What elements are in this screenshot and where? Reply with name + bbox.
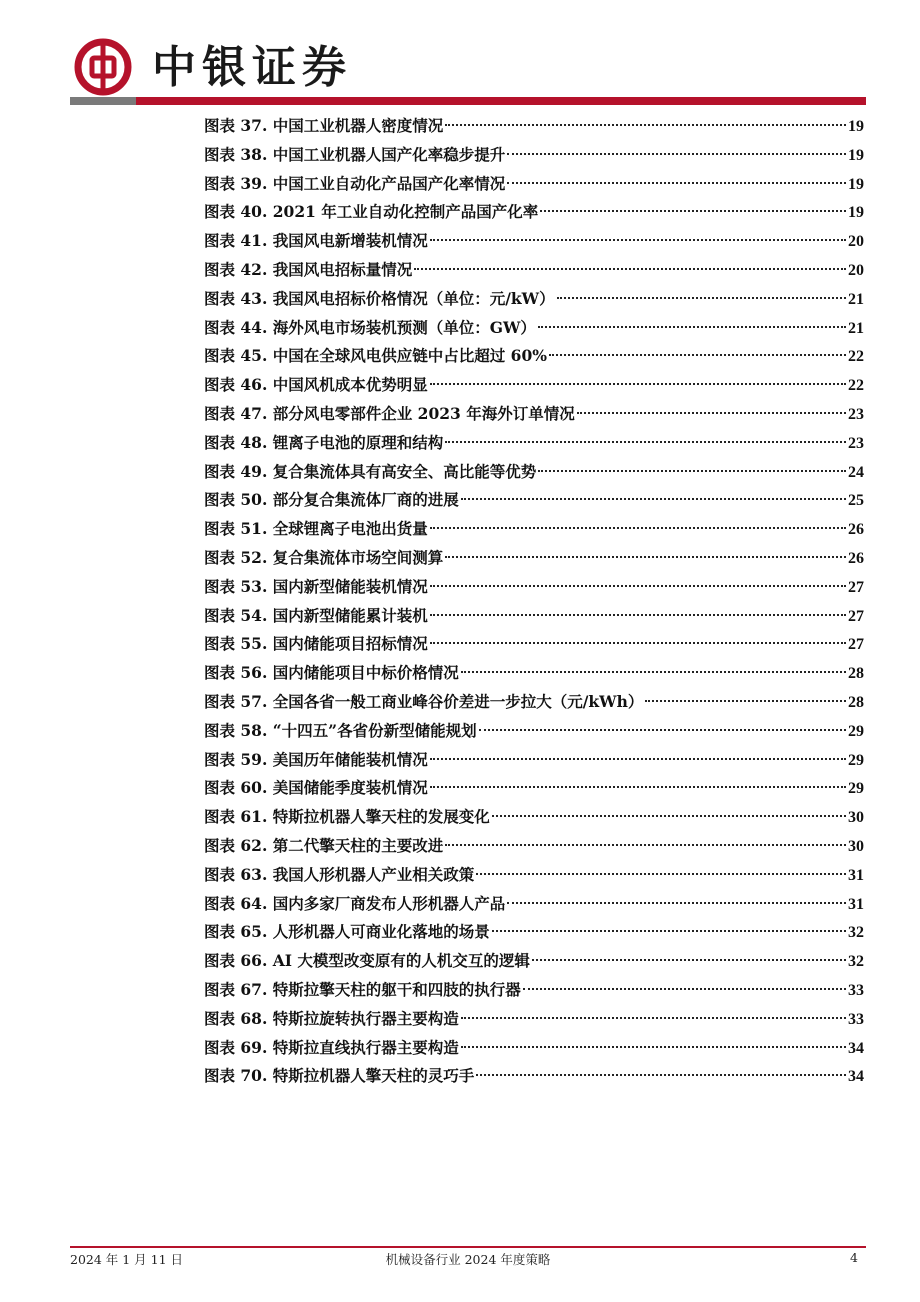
toc-entry-page: 24 [848, 463, 864, 481]
toc-entry-label: 图表 64. 国内多家厂商发布人形机器人产品 [204, 893, 506, 913]
toc-entry-page: 23 [848, 405, 864, 423]
toc-entry-label: 图表 61. 特斯拉机器人擎天柱的发展变化 [204, 807, 490, 827]
toc-entry[interactable] [204, 256, 864, 285]
toc-entry-page: 29 [848, 780, 864, 798]
toc-leader-dots [492, 930, 846, 932]
toc-entry[interactable] [204, 1034, 864, 1063]
toc-entry-page: 19 [848, 175, 864, 193]
toc-entry-page: 29 [848, 751, 864, 769]
toc-leader-dots [445, 556, 846, 558]
toc-leader-dots [523, 988, 846, 990]
toc-entry[interactable] [204, 486, 864, 515]
toc-leader-dots [476, 873, 846, 875]
toc-leader-dots [507, 153, 846, 155]
toc-entry-page: 32 [848, 953, 864, 971]
toc-entry-page: 31 [848, 866, 864, 884]
toc-entry-page: 30 [848, 809, 864, 827]
toc-leader-dots [430, 239, 846, 241]
toc-entry[interactable] [204, 285, 864, 314]
toc-entry-page: 31 [848, 895, 864, 913]
toc-leader-dots [507, 902, 846, 904]
toc-leader-dots [445, 844, 846, 846]
page-header [70, 36, 866, 106]
toc-entry-label: 图表 43. 我国风电招标价格情况（单位：元/kW） [204, 288, 555, 308]
toc-entry-page: 19 [848, 204, 864, 222]
toc-entry-page: 28 [848, 665, 864, 683]
bank-of-china-logo-icon [74, 38, 132, 96]
toc-entry-label: 图表 50. 部分复合集流体厂商的进展 [204, 490, 459, 510]
toc-entry-page: 20 [848, 233, 864, 251]
toc-entry-page: 29 [848, 722, 864, 740]
toc-entry[interactable] [204, 832, 864, 861]
toc-leader-dots [549, 354, 846, 356]
toc-leader-dots [430, 642, 846, 644]
toc-entry-page: 19 [848, 146, 864, 164]
toc-entry[interactable] [204, 429, 864, 458]
toc-entry-label: 图表 42. 我国风电招标量情况 [204, 259, 413, 279]
toc-entry-page: 20 [848, 261, 864, 279]
toc-entry[interactable] [204, 170, 864, 199]
toc-leader-dots [461, 1017, 846, 1019]
toc-entry[interactable] [204, 1062, 864, 1091]
toc-entry[interactable] [204, 976, 864, 1005]
toc-entry[interactable] [204, 602, 864, 631]
toc-entry[interactable] [204, 400, 864, 429]
toc-entry-page: 33 [848, 1010, 864, 1028]
toc-entry[interactable] [204, 544, 864, 573]
toc-entry[interactable] [204, 947, 864, 976]
toc-leader-dots [532, 959, 846, 961]
toc-entry[interactable] [204, 630, 864, 659]
toc-entry[interactable] [204, 458, 864, 487]
footer-page-number: 4 [850, 1250, 858, 1265]
toc-leader-dots [430, 786, 846, 788]
toc-entry-label: 图表 46. 中国风机成本优势明显 [204, 375, 428, 395]
toc-leader-dots [645, 700, 846, 702]
toc-entry-page: 32 [848, 924, 864, 942]
toc-entry-label: 图表 58. “十四五”各省份新型储能规划 [204, 720, 477, 740]
toc-leader-dots [461, 1046, 846, 1048]
table-of-figures [204, 112, 864, 1091]
toc-leader-dots [430, 758, 846, 760]
toc-leader-dots [479, 729, 846, 731]
toc-entry-page: 34 [848, 1039, 864, 1057]
toc-entry-label: 图表 59. 美国历年储能装机情况 [204, 749, 428, 769]
toc-entry-page: 34 [848, 1068, 864, 1086]
toc-entry-label: 图表 40. 2021 年工业自动化控制产品国产化率 [204, 202, 539, 222]
toc-entry-label: 图表 53. 国内新型储能装机情况 [204, 576, 428, 596]
toc-entry-label: 图表 47. 部分风电零部件企业 2023 年海外订单情况 [204, 403, 575, 423]
toc-entry-label: 图表 45. 中国在全球风电供应链中占比超过 60% [204, 346, 547, 366]
toc-entry-label: 图表 55. 国内储能项目招标情况 [204, 634, 428, 654]
toc-entry-page: 21 [848, 290, 864, 308]
footer-report-title: 机械设备行业 2024 年度策略 [385, 1252, 551, 1267]
toc-entry-label: 图表 66. AI 大模型改变原有的人机交互的逻辑 [204, 951, 530, 971]
toc-entry-label: 图表 60. 美国储能季度装机情况 [204, 778, 428, 798]
toc-entry-label: 图表 57. 全国各省一般工商业峰谷价差进一步拉大（元/kWh） [204, 691, 644, 711]
toc-entry[interactable] [204, 573, 864, 602]
toc-entry[interactable] [204, 717, 864, 746]
toc-leader-dots [476, 1074, 846, 1076]
toc-entry-label: 图表 38. 中国工业机器人国产化率稳步提升 [204, 144, 506, 164]
toc-entry-page: 30 [848, 837, 864, 855]
toc-entry[interactable] [204, 112, 864, 141]
toc-entry-page: 25 [848, 492, 864, 510]
toc-entry-page: 26 [848, 549, 864, 567]
toc-leader-dots [538, 470, 846, 472]
toc-entry[interactable] [204, 918, 864, 947]
toc-leader-dots [445, 124, 846, 126]
toc-entry-label: 图表 37. 中国工业机器人密度情况 [204, 116, 444, 135]
toc-entry[interactable] [204, 515, 864, 544]
toc-entry[interactable] [204, 659, 864, 688]
toc-leader-dots [461, 498, 846, 500]
toc-leader-dots [430, 527, 846, 529]
header-rule-grey [70, 97, 136, 105]
toc-entry[interactable] [204, 774, 864, 803]
toc-entry-page: 22 [848, 377, 864, 395]
toc-entry-label: 图表 62. 第二代擎天柱的主要改进 [204, 835, 444, 855]
toc-leader-dots [430, 383, 846, 385]
toc-entry[interactable] [204, 746, 864, 775]
toc-leader-dots [557, 297, 846, 299]
toc-leader-dots [492, 815, 846, 817]
toc-entry-page: 27 [848, 607, 864, 625]
toc-entry[interactable] [204, 314, 864, 343]
toc-entry-page: 27 [848, 578, 864, 596]
toc-leader-dots [538, 326, 846, 328]
toc-entry-page: 33 [848, 981, 864, 999]
toc-entry-label: 图表 67. 特斯拉擎天柱的躯干和四肢的执行器 [204, 979, 521, 999]
toc-entry-label: 图表 54. 国内新型储能累计装机 [204, 605, 428, 625]
toc-entry-page: 28 [848, 693, 864, 711]
page-footer [70, 1250, 866, 1270]
header-rule-red [136, 97, 866, 105]
toc-entry-page: 23 [848, 434, 864, 452]
toc-entry-page: 27 [848, 636, 864, 654]
toc-entry-label: 图表 68. 特斯拉旋转执行器主要构造 [204, 1008, 459, 1028]
toc-entry[interactable] [204, 342, 864, 371]
toc-entry-page: 26 [848, 521, 864, 539]
toc-entry[interactable] [204, 198, 864, 227]
toc-entry[interactable] [204, 1005, 864, 1034]
toc-entry-label: 图表 69. 特斯拉直线执行器主要构造 [204, 1037, 459, 1057]
brand-name: 中银证券 [152, 42, 352, 93]
toc-entry[interactable] [204, 890, 864, 919]
toc-leader-dots [430, 585, 846, 587]
footer-date: 2024 年 1 月 11 日 [70, 1252, 184, 1267]
toc-entry-label: 图表 70. 特斯拉机器人擎天柱的灵巧手 [204, 1066, 475, 1086]
toc-entry-label: 图表 51. 全球锂离子电池出货量 [204, 519, 428, 539]
toc-entry[interactable] [204, 803, 864, 832]
toc-entry-label: 图表 52. 复合集流体市场空间测算 [204, 547, 444, 567]
toc-entry-label: 图表 49. 复合集流体具有高安全、高比能等优势 [204, 461, 537, 481]
toc-entry-page: 21 [848, 319, 864, 337]
toc-entry[interactable] [204, 371, 864, 400]
toc-entry[interactable] [204, 688, 864, 717]
toc-leader-dots [577, 412, 846, 414]
toc-leader-dots [461, 671, 846, 673]
toc-entry-page: 22 [848, 348, 864, 366]
toc-entry-page: 19 [848, 118, 864, 135]
toc-entry-label: 图表 39. 中国工业自动化产品国产化率情况 [204, 173, 506, 193]
toc-leader-dots [430, 614, 846, 616]
toc-leader-dots [445, 441, 846, 443]
toc-entry[interactable] [204, 227, 864, 256]
toc-leader-dots [507, 182, 846, 184]
toc-entry-label: 图表 41. 我国风电新增装机情况 [204, 231, 428, 251]
toc-entry-label: 图表 63. 我国人形机器人产业相关政策 [204, 864, 475, 884]
toc-entry-label: 图表 65. 人形机器人可商业化落地的场景 [204, 922, 490, 942]
toc-entry[interactable] [204, 141, 864, 170]
toc-entry-label: 图表 44. 海外风电市场装机预测（单位：GW） [204, 317, 536, 337]
toc-entry-label: 图表 56. 国内储能项目中标价格情况 [204, 663, 459, 683]
toc-entry[interactable] [204, 861, 864, 890]
toc-leader-dots [540, 210, 846, 212]
footer-rule [70, 1246, 866, 1248]
toc-entry-label: 图表 48. 锂离子电池的原理和结构 [204, 432, 444, 452]
toc-leader-dots [414, 268, 846, 270]
